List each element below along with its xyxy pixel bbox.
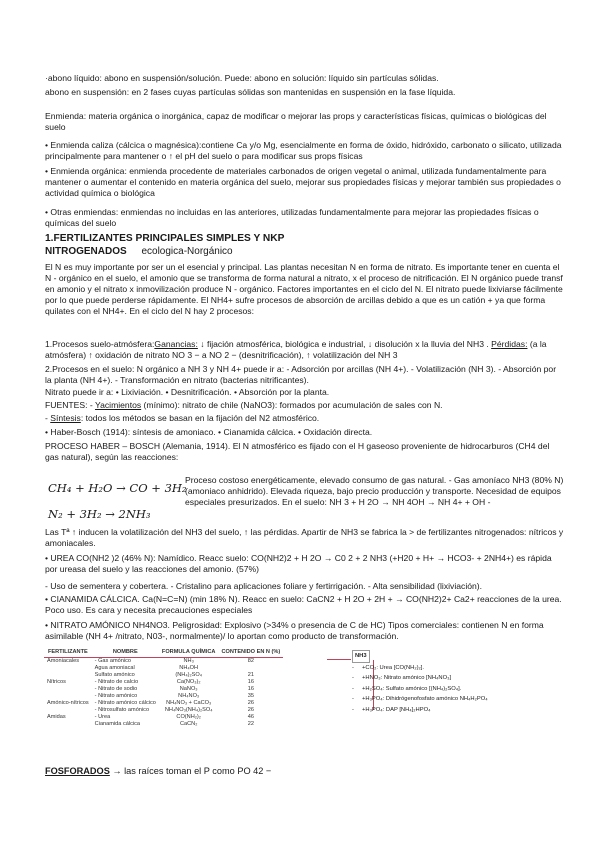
paragraph-nitrato-amonico: • NITRATO AMÓNICO NH4NO3. Peligrosidad: Explosivo (>34% o presencia de C de HC) Tipos comerciales: contienen N en forma asimilable (NH 4+ /nitrato, N03-, normalmente)/ lo aportan como producto de transformación. bbox=[45, 620, 544, 642]
table-cell: 82 21 bbox=[247, 658, 254, 678]
paragraph-sintesis: - Síntesis: todos los métodos se basan en la fijación del N2 atmosférico. bbox=[45, 413, 320, 423]
table-cell: - Gas amónico Agua amoniacal Sulfato amónico bbox=[94, 658, 135, 678]
table-cell: CO(NH₂)₂ CaCN₂ bbox=[176, 714, 201, 727]
nh3-item: - +CO₂: Urea [CO(NH₂)₂]. bbox=[352, 663, 488, 674]
nh3-item: - +HNO₃: Nitrato amónico [NH₄NO₃] bbox=[352, 673, 488, 684]
paragraph-enmienda: Enmienda: materia orgánica o inorgánica, capaz de modificar o mejorar las props y características físicas, químicas o biológicas del suelo bbox=[45, 111, 547, 133]
paragraph-enmienda-organica: • Enmienda orgánica: enmienda procedente de materiales carbonados de origen vegetal o animal, utilizada fundamentalmente para mantener o aumentar el contenido en materia orgánica del suelo, mejorar sus propiedades físicas y mejorar también sus propiedades o actividad química o biológica bbox=[45, 166, 561, 199]
paragraph-nitro-intro: El N es muy importante por ser un el esencial y principal. Las plantas necesitan N en forma de nitrato. Es importante tener en cuenta el N - orgánico en el suelo, el amonio que se transforma de forma natural a nitrato, x el proceso de nitrificación. El N orgánico puede transf en amonio y el nitrato x inmovilización produce N - orgánico. Factores importantes en el ciclo del N. El nitrato puede lixiviarse fácilmente por lo que puede perderse rápidamente. El NH4+ sufre procesos de absorción de arcillas debido a que es un catión + ya que forma quilates con el NH4+. En el ciclo del N hay 2 procesos: bbox=[45, 262, 563, 317]
paragraph-proceso-costoso: Proceso costoso energéticamente, elevado consumo de gas natural. - Gas amoníaco NH3 (80% N) (amoniaco anhidrido). Elevada riqueza, bajo precio producción y transporte. Necesidad de equipos especiales presurizados. En el suelo: NH 3 + H 2O → NH 4OH → NH 4+ + OH - bbox=[185, 475, 564, 508]
nh3-item: - +H₃PO₄: DAP [NH₄]₂HPO₄ bbox=[352, 705, 488, 716]
equation-methane-reforming: CH₄ + H₂O → CO + 3H₂ bbox=[48, 481, 187, 495]
nh3-item: - +H₂SO₄: Sulfato amónico [(NH₄)₂SO₄]. bbox=[352, 684, 488, 695]
table-row bbox=[44, 658, 283, 680]
paragraph-proceso-haber: PROCESO HABER – BOSCH (Alemania, 1914). El N atmosférico es fijado con el H gaseoso proveniente de hidrocarburos (CH4 del gas natural), según las reacciones: bbox=[45, 441, 550, 463]
nitrogenados-heading bbox=[45, 246, 565, 257]
nh3-item: - +H₃PO₄: Dihidrógenofosfato amónico NH₄H₂PO₄ bbox=[352, 694, 488, 705]
fosforados-title: FOSFORADOS bbox=[45, 766, 110, 776]
table-row bbox=[44, 700, 283, 714]
paragraph-cianamida: • CIANAMIDA CÁLCICA. Ca(N=C=N) (min 18% N). Reacc en suelo: CaCN2 + H 2O + 2H + → CO(NH2)2+ Ca2+ reacciones de la urea. Poco uso. Es cara y necesita precauciones especiales bbox=[45, 594, 562, 616]
paragraph-otras-enmiendas: • Otras enmiendas: enmiendas no incluidas en las anteriores, utilizadas fundamentalmente para mejorar las propiedades físicas o químicas del suelo bbox=[45, 207, 539, 229]
paragraph-uso: - Uso de sementera y cobertera. - Cristalino para aplicaciones foliare y fertirrigación. - Alta sensibilidad (lixiviación). bbox=[45, 581, 483, 591]
paragraph-procesos-2: 2.Procesos en el suelo: N orgánico a NH 3 y NH 4+ puede ir a: - Adsorción por arcillas (NH 4+). - Volatilización (NH 3). - Absorción por la planta (NH 4+). - Transformación en nitrato (bacterias nitrificantes). bbox=[45, 364, 557, 386]
table-cell: NH₄NO₃ + CaCO₃ NH₄NO₃(NH₄)₂SO₄ bbox=[164, 700, 213, 713]
paragraph-enmienda-caliza: • Enmienda caliza (cálcica o magnésica):contiene Ca y/o Mg, esencialmente en forma de óxido, hidróxido, carbonato o silicato, utilizada principalmente para mantener o ↑ el pH del suelo o para modificar sus props físicas bbox=[45, 140, 562, 162]
fosforados-line bbox=[45, 766, 565, 777]
paragraph-haber-bosch: • Haber-Bosch (1914): síntesis de amoniaco. • Cianamida cálcica. • Oxidación directa. bbox=[45, 427, 373, 437]
table-row bbox=[44, 714, 283, 728]
paragraph-nitrato: Nitrato puede ir a: • Lixiviación. • Desnitrificación. • Absorción por la planta. bbox=[45, 387, 330, 397]
table-cell: Amoniacales bbox=[47, 658, 80, 664]
nitrogenados-subtitle: ecologica-Norgánico bbox=[141, 246, 233, 257]
paragraph-temperaturas: Las Tª ↑ inducen la volatilización del NH3 del suelo, ↑ las pérdidas. Apartir de NH3 se fabrica la > de fertilizantes nitrogenados: nítricos y amoniacales. bbox=[45, 527, 564, 549]
table-cell: Nítricos bbox=[47, 679, 66, 685]
equation-ammonia-synthesis: N₂ + 3H₂ → 2NH₃ bbox=[48, 507, 151, 521]
nitrogenados-title: NITROGENADOS bbox=[45, 246, 127, 257]
table-header: FORMULA QUÍMICA bbox=[159, 648, 219, 658]
table-cell: 16 16 35 bbox=[247, 679, 254, 699]
table-cell: - Nitrato amónico cálcico - Nitrosulfato amónico bbox=[94, 700, 156, 713]
table-row bbox=[44, 679, 283, 700]
paragraph-abono-suspension: abono en suspensión: en 2 fases cuyas partículas sólidas son mantenidas en suspensión en la fase líquida. bbox=[45, 87, 456, 97]
table-cell: - Nitrato de calcio - Nitrato de sodio - Nitrato amónico bbox=[94, 679, 139, 699]
paragraph-procesos-1: 1.Procesos suelo-atmósfera:Ganancias: ↓ fijación atmosférica, biológica e industrial, ↓ disolución x la lluvia del NH3 . Pérdidas: (a la atmósfera) ↑ oxidación de nitrato NO 3 − a NO 2 − (desnitrificación), ↑ volatilización del NH 3 bbox=[45, 339, 547, 361]
paragraph-abono-liquido: ·abono líquido: abono en suspensión/solución. Puede: abono en solución: líquido sin partículas sólidas. bbox=[45, 73, 439, 83]
table-cell: 46 22 bbox=[247, 714, 254, 727]
arrow-to-nh3 bbox=[327, 659, 351, 660]
section-heading-fertilizantes: 1.FERTILIZANTES PRINCIPALES SIMPLES Y NKP bbox=[45, 233, 285, 244]
nh3-title: NH3 bbox=[352, 650, 370, 663]
fosforados-text: → las raíces toman el P como PO 42 − bbox=[109, 766, 272, 776]
table-header: FERTILIZANTE bbox=[44, 648, 92, 658]
paragraph-urea: • UREA CO(NH2 )2 (46% N): Namídico. Reacc suelo: CO(NH2)2 + H 2O → C0 2 + 2 NH3 (+H20 + H+ → HCO3- + 2NH4+) es rápida por ureasa del suelo y las reacciones del amonio. (57%) bbox=[45, 553, 552, 575]
table-cell: Ca(NO₃)₂ NaNO₃ NH₄NO₃ bbox=[176, 679, 201, 699]
table-cell: NH₃ NH₄OH (NH₄)₂SO₄ bbox=[175, 658, 202, 678]
nh3-derivatives bbox=[352, 650, 488, 716]
table-header-row bbox=[44, 648, 283, 658]
table-cell: Amónico-nítricos bbox=[47, 700, 89, 706]
fertilizer-table bbox=[44, 648, 283, 728]
table-cell: 26 26 bbox=[247, 700, 254, 713]
paragraph-fuentes: FUENTES: - Yacimientos (mínimo): nitrato de chile (NaNO3): formados por acumulación de sales con N. bbox=[45, 400, 443, 410]
table-cell: Amidas bbox=[47, 714, 66, 720]
table-header: CONTENIDO EN N (%) bbox=[218, 648, 283, 658]
table-cell: - Urea Cianamida cálcica bbox=[94, 714, 141, 727]
table-header: NOMBRE bbox=[92, 648, 159, 658]
